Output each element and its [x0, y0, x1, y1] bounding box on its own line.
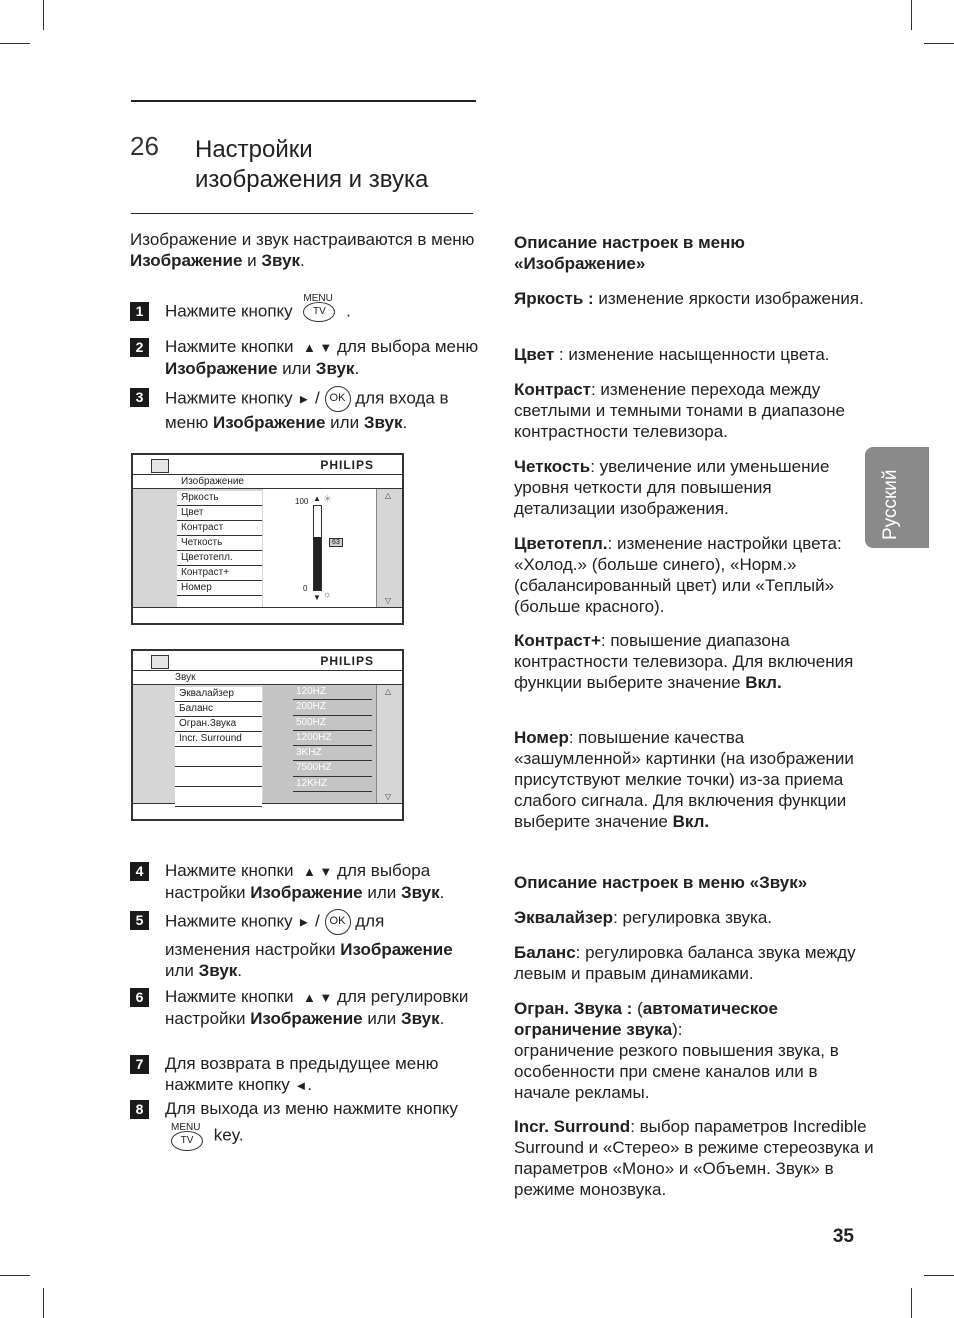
step-text: Нажмите кнопки [165, 987, 294, 1006]
step-bold: Звук [401, 1009, 440, 1028]
step-text: Для возврата в предыдущее меню нажмите кнопку [165, 1054, 439, 1094]
tv-screen-sound-menu [131, 649, 404, 821]
step-text: / [315, 911, 320, 931]
right-arrow-icon: ► [297, 391, 311, 407]
step-text: . [439, 1009, 445, 1028]
step-text: или [325, 413, 364, 432]
sound-menu-item[interactable]: Incr. Surround [175, 732, 262, 747]
intro-text: Изображение и звук настраиваются в меню [130, 230, 475, 249]
intro-bold: Изображение [130, 251, 243, 270]
intro-text: и [242, 251, 262, 270]
header-rule-top [131, 100, 476, 102]
definition: : регулировка звука. [613, 908, 773, 927]
sun-icon: ☀ [323, 494, 332, 505]
term: Контраст [514, 380, 591, 399]
step-text: для [355, 911, 385, 931]
term: автоматическое ограничение звука [514, 999, 778, 1039]
step-text: Нажмите кнопки [165, 861, 294, 880]
step-bold: Изображение [213, 413, 326, 432]
sound-menu-empty-row [175, 773, 262, 787]
step-bold: Изображение [340, 940, 453, 959]
desc-brightness [514, 288, 874, 309]
step-text: . [402, 413, 408, 432]
sound-menu-item[interactable]: Эквалайзер [175, 687, 262, 702]
step-2 [130, 336, 482, 379]
page-number: 35 [832, 1226, 854, 1247]
language-tab-label: Русский [880, 469, 901, 540]
term: Эквалайзер [514, 908, 614, 927]
definition: ограничение резкого повышения звука, в особенности при смене каналов или в начале рекламы. [514, 1041, 839, 1102]
crop-mark [911, 1288, 912, 1318]
definition: : повышение диапазона контрастности телевизора. Для включения функции выберите значение [514, 631, 854, 692]
term: Баланс [514, 943, 576, 962]
frequency-band[interactable]: 3KHZ [293, 746, 372, 761]
step-text: . [237, 961, 243, 980]
step-1 [130, 293, 482, 324]
equalizer-panel [263, 685, 376, 803]
step-number: 6 [130, 988, 149, 1007]
scroll-up-icon: △ [385, 491, 392, 500]
crop-mark [0, 43, 30, 44]
definition: : изменение насыщенности цвета. [554, 345, 830, 364]
right-arrow-icon: ► [297, 914, 311, 930]
term: Контраст+ [514, 631, 601, 650]
term: Вкл. [672, 812, 710, 831]
brand-logo: PHILIPS [320, 458, 374, 472]
step-text: для регулировки настройки [165, 987, 469, 1028]
term: Номер [514, 728, 569, 747]
intro-bold: Звук [261, 251, 301, 270]
crop-mark [924, 43, 954, 44]
slider-track [313, 505, 322, 591]
chapter-title-line: Настройки [195, 136, 313, 163]
definition: : повышение качества «зашумленной» картинки (на изображении присутствуют мелкие точки) из-за приема слабого сигнала. Для включения функции выберите значение [514, 728, 854, 831]
step-6 [130, 986, 482, 1029]
desc-volume-limit [514, 998, 874, 1103]
scrollbar[interactable] [376, 685, 402, 803]
sound-menu-item[interactable]: Баланс [175, 702, 262, 717]
step-text: для входа в меню [165, 388, 449, 432]
tv-label: TV [303, 302, 335, 322]
term: Цветотепл. [514, 534, 608, 553]
slider-max-label: 100 [295, 497, 309, 506]
step-bold: Изображение [165, 359, 278, 378]
picture-menu-item[interactable]: Четкость [177, 536, 262, 551]
step-text: / [315, 388, 320, 408]
crop-mark [43, 1288, 44, 1318]
tv-icon [151, 459, 169, 473]
up-down-arrows-icon: ▲ ▼ [302, 990, 333, 1005]
crop-mark [0, 1275, 30, 1276]
up-down-arrows-icon: ▲ ▼ [302, 864, 333, 879]
definition: : изменение настройки цвета: «Холод.» (больше синего), «Норм.» (сбалансированный цвет) или «Теплый» (больше красного). [514, 534, 842, 616]
step-text: для выбора настройки [165, 861, 431, 902]
step-text: . [307, 1075, 313, 1094]
picture-menu-item[interactable]: Контраст+ [177, 566, 262, 581]
step-5 [130, 909, 482, 981]
step-text: Нажмите кнопку [165, 301, 293, 321]
term: Вкл. [745, 673, 782, 692]
step-bold: Звук [401, 883, 440, 902]
ok-button-icon: OK [325, 909, 351, 935]
sound-menu-item[interactable]: Огран.Звука [175, 717, 262, 732]
picture-menu-item[interactable]: Контраст [177, 521, 262, 536]
term: Четкость [514, 457, 591, 476]
menu-label: MENU [303, 293, 333, 304]
term: Incr. Surround [514, 1117, 631, 1136]
frequency-band[interactable]: 120HZ [293, 685, 372, 700]
picture-menu-item[interactable]: Яркость [177, 491, 262, 506]
step-text: для выбора меню [337, 337, 479, 356]
slider-min-label: 0 [303, 584, 308, 593]
step-number: 8 [130, 1100, 149, 1119]
step-text: Нажмите кнопку [165, 911, 293, 931]
menu-tv-button-icon [169, 1122, 205, 1153]
step-number: 4 [130, 862, 149, 881]
desc-equalizer [514, 907, 874, 928]
definition: ): [672, 1020, 683, 1039]
definition: изменение яркости изображения. [593, 289, 864, 308]
step-text: или [362, 883, 401, 902]
term: Огран. Звука : [514, 999, 633, 1018]
step-text: или [165, 961, 199, 980]
brand-logo: PHILIPS [320, 654, 374, 668]
ok-button-icon: OK [325, 386, 351, 412]
definition: ( [632, 999, 643, 1018]
step-number: 1 [130, 302, 149, 321]
step-bold: Звук [315, 359, 355, 378]
slider-fill [314, 537, 321, 590]
picture-menu-list [177, 491, 262, 607]
frequency-band[interactable]: 7500HZ [293, 761, 372, 776]
step-4 [130, 860, 482, 903]
sound-menu-empty-row [175, 793, 262, 807]
menu-tv-button-icon [301, 293, 337, 324]
step-number: 3 [130, 388, 149, 407]
step-text: или [362, 1009, 401, 1028]
step-text: Для выхода из меню нажмите кнопку [165, 1099, 458, 1118]
header-rule-bottom [131, 213, 473, 214]
step-7 [130, 1053, 482, 1096]
desc-balance [514, 942, 874, 984]
intro-text: . [300, 251, 305, 270]
crop-mark [924, 1275, 954, 1276]
step-bold: Звук [363, 413, 403, 432]
definition: : выбор параметров Incredible Surround и «Стерео» в режиме стереозвука и параметров «Моно» и «Объемн. Звук» в режиме монозвука. [514, 1117, 874, 1199]
desc-color [514, 344, 874, 365]
step-bold: Изображение [250, 1009, 363, 1028]
section-heading-picture: Описание настроек в меню «Изображение» [514, 233, 745, 273]
sound-menu-list [175, 687, 262, 803]
slider-panel [263, 489, 376, 607]
desc-contrast [514, 379, 874, 442]
tv-label: TV [171, 1131, 203, 1151]
left-arrow-icon: ◄ [294, 1078, 308, 1093]
step-text: . [346, 301, 351, 321]
step-text: изменения настройки [165, 940, 341, 959]
picture-menu-item[interactable]: Цвет [177, 506, 262, 521]
chapter-number: 26 [130, 131, 159, 161]
desc-incredible-surround [514, 1116, 874, 1200]
screen-menu-title: Изображение [133, 475, 402, 489]
scroll-down-icon: ▽ [385, 792, 392, 801]
section-heading-sound: Описание настроек в меню «Звук» [514, 873, 808, 892]
step-text: Нажмите кнопки [165, 337, 294, 356]
step-number: 7 [130, 1055, 149, 1074]
definition: : регулировка баланса звука между левым и правым динамиками. [514, 943, 856, 983]
step-bold: Звук [198, 961, 238, 980]
step-text: key. [213, 1125, 244, 1145]
step-3 [130, 386, 482, 433]
desc-sharpness [514, 456, 874, 519]
frequency-band[interactable]: 500HZ [293, 716, 372, 731]
frequency-list [293, 685, 372, 792]
chapter-title-line: изображения и звука [195, 166, 429, 193]
crop-mark [43, 0, 44, 30]
screen-menu-title: Звук [133, 671, 402, 685]
frequency-band[interactable]: 1200HZ [293, 731, 372, 746]
frequency-band[interactable]: 12KHZ [293, 777, 372, 792]
scroll-up-icon: △ [385, 687, 392, 696]
step-8 [130, 1098, 482, 1153]
crop-mark [911, 0, 912, 30]
step-text: . [354, 359, 360, 378]
chapter-title [195, 135, 495, 195]
scrollbar[interactable] [376, 489, 402, 607]
tv-screen-picture-menu [131, 453, 404, 625]
up-arrow-icon: ▲ [313, 494, 321, 503]
step-bold: Изображение [250, 883, 363, 902]
picture-menu-item[interactable]: Номер [177, 581, 262, 596]
frequency-band[interactable]: 200HZ [293, 700, 372, 715]
menu-label: MENU [171, 1122, 201, 1133]
sound-menu-empty-row [175, 753, 262, 767]
scroll-down-icon: ▽ [385, 596, 392, 605]
desc-contrast-plus [514, 630, 874, 693]
slider-value-box: 63 [329, 538, 343, 547]
desc-color-temp [514, 533, 874, 617]
definition: : увеличение или уменьшение уровня четкости для повышения детализации изображения. [514, 457, 830, 518]
step-text: или [277, 359, 316, 378]
definition: : изменение перехода между светлыми и темными тонами в диапазоне контрастности телевизора. [514, 380, 845, 441]
down-arrow-icon: ▼ [313, 593, 321, 602]
tv-icon [151, 655, 169, 669]
up-down-arrows-icon: ▲ ▼ [302, 340, 333, 355]
sun-small-icon: ☼ [323, 589, 332, 599]
term: Цвет [514, 345, 555, 364]
term: Яркость : [514, 289, 594, 308]
intro-paragraph [130, 229, 480, 271]
desc-noise-reduction [514, 727, 874, 832]
step-number: 5 [130, 911, 149, 930]
step-text: . [439, 883, 445, 902]
step-number: 2 [130, 338, 149, 357]
picture-menu-item[interactable]: Цветотепл. [177, 551, 262, 566]
step-text: Нажмите кнопку [165, 388, 293, 408]
